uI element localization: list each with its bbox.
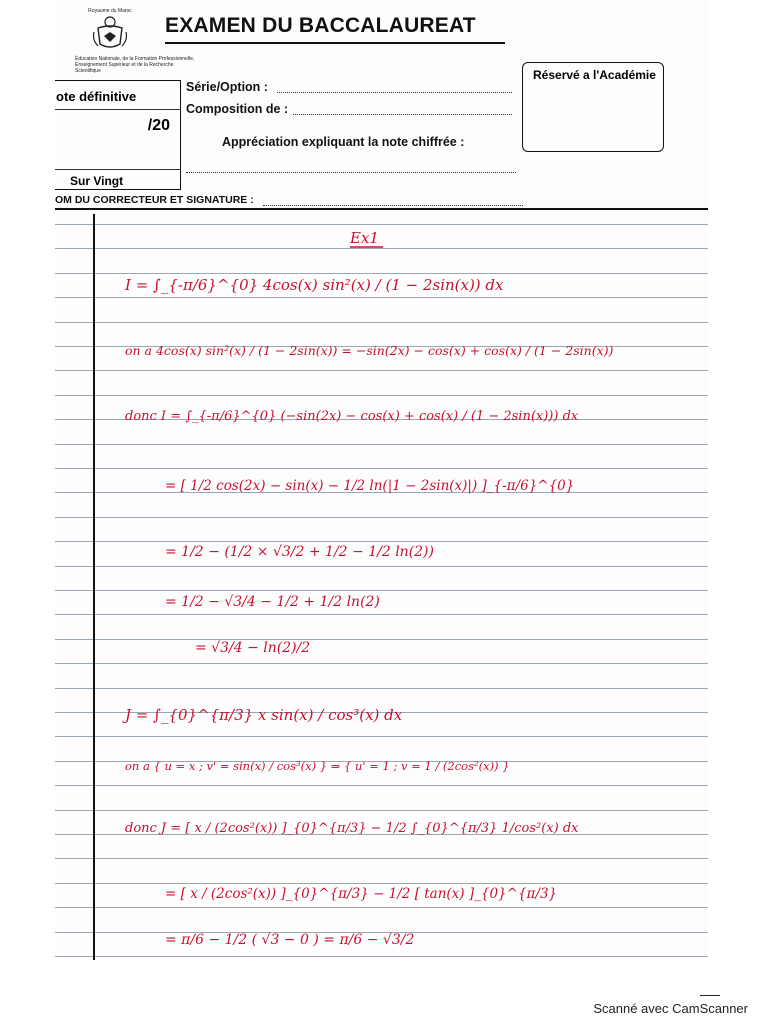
solution-line-6: = 1/2 − √3/4 − 1/2 + 1/2 ln(2) [165,594,380,610]
solution-line-4: = [ 1/2 cos(2x) − sin(x) − 1/2 ln(|1 − 2sin(x)|) ]_{-π/6}^{0} [165,478,575,494]
exam-sheet [55,0,708,960]
solution-line-3: donc I = ∫_{-π/6}^{0} (−sin(2x) − cos(x) + cos(x) / (1 − 2sin(x))) dx [125,409,579,424]
reserved-label: Réservé a l'Académie [533,68,656,82]
solution-line-9: on a { u = x ; v' = sin(x) / cos³(x) } ⇒ { u' = 1 ; v = 1 / (2cos²(x)) } [125,759,510,773]
serie-label: Série/Option : [186,80,268,94]
scanner-watermark: Scanné avec CamScanner [593,1001,748,1016]
note-label: ote définitive [56,89,137,104]
solution-line-5: = 1/2 − (1/2 × √3/2 + 1/2 − 1/2 ln(2)) [165,544,434,560]
note-value: /20 [147,117,170,134]
exercise-heading: Ex1 [350,229,379,247]
appreciation-label: Appréciation expliquant la note chiffrée : [222,135,465,149]
solution-line-11: = [ x / (2cos²(x)) ]_{0}^{π/3} − 1/2 [ tan(x) ]_{0}^{π/3} [165,886,558,902]
footer-dash [700,995,720,996]
solution-line-12: = π/6 − 1/2 ( √3 − 0 ) = π/6 − √3/2 [165,932,415,948]
solution-line-7: = √3/4 − ln(2)/2 [195,640,311,656]
crest-caption: Royaume du Maroc [88,8,132,14]
solution-line-2: on a 4cos(x) sin²(x) / (1 − 2sin(x)) = −sin(2x) − cos(x) + cos(x) / (1 − 2sin(x)) [125,343,614,358]
note-words: Sur Vingt [70,174,124,188]
institution-lines: Éducation Nationale, de la Formation Professionnelle, Enseignement Supérieur et de la Recherche Scientifique [75,56,195,74]
solution-line-1: I = ∫_{-π/6}^{0} 4cos(x) sin²(x) / (1 − 2sin(x)) dx [125,276,504,294]
solution-line-10: donc J = [ x / (2cos²(x)) ]_{0}^{π/3} − 1/2 ∫_{0}^{π/3} 1/cos²(x) dx [125,821,579,836]
corrector-label: OM DU CORRECTEUR ET SIGNATURE : [55,194,254,206]
composition-label: Composition de : [186,102,289,116]
solution-line-8: J = ∫_{0}^{π/3} x sin(x) / cos³(x) dx [125,706,403,724]
handwritten-solution [55,0,708,960]
exam-title: EXAMEN DU BACCALAUREAT [165,14,476,37]
